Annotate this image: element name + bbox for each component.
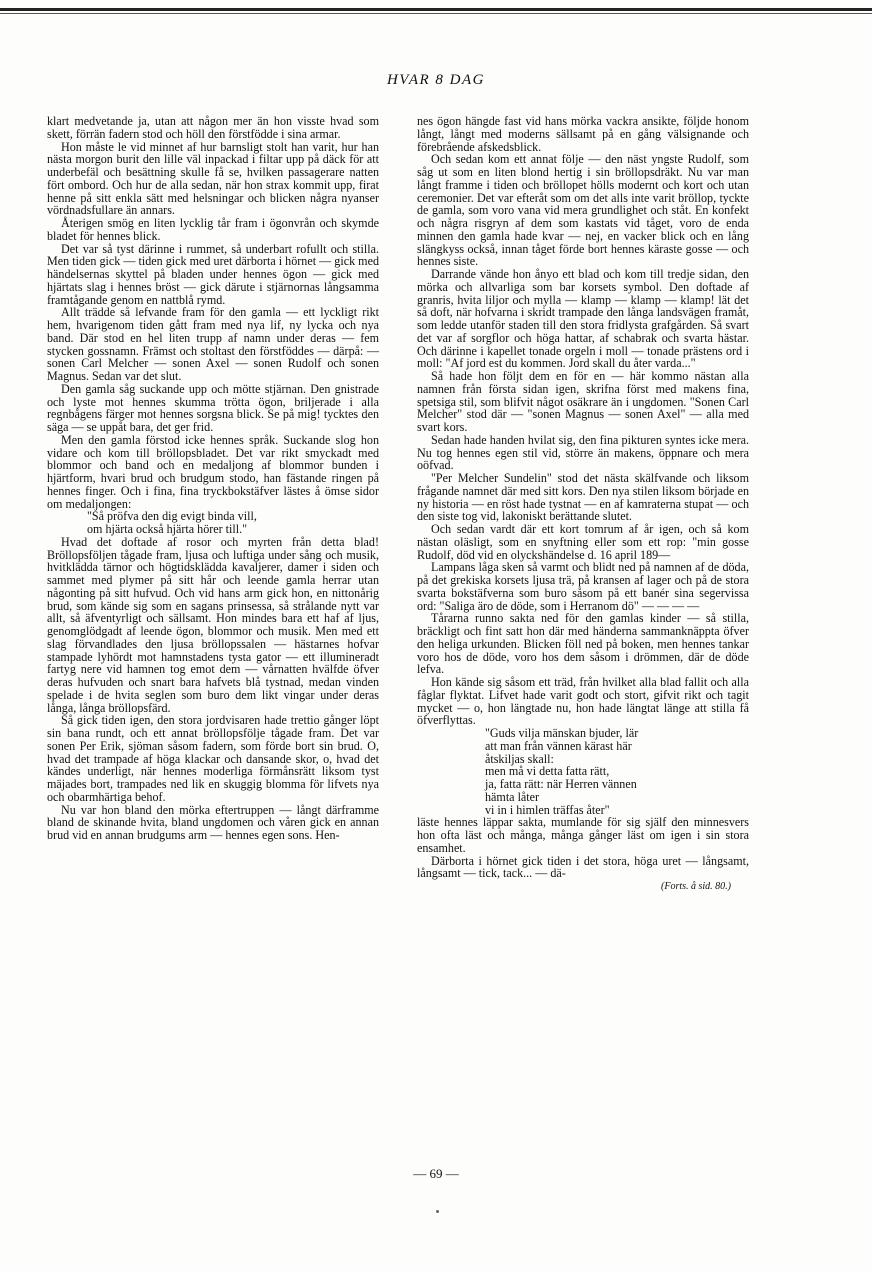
paragraph: Hon måste le vid minnet af hur barnsligt stolt han varit, hur han nästa morgon burit den lille väl inpackad i filtar upp på däck för att underbefäl och besättning skulle få se, hvilken passagerare natten fört ombord. Och hur de alla sedan, när hon strax kommit upp, firat henne på sitt enkla sätt med helsningar och blicken några nyanser vördnadsfullare än annars. bbox=[47, 139, 379, 218]
page-number: — 69 — bbox=[413, 1166, 459, 1181]
paragraph: Därborta i hörnet gick tiden i det stora, höga uret — långsamt, långsamt — tick, tack... — dä- bbox=[417, 853, 749, 881]
top-rule-thin bbox=[0, 13, 872, 14]
verse-line: att man från vännen kärast här bbox=[485, 738, 632, 753]
paragraph: "Per Melcher Sundelin" stod det nästa skälfvande och liksom frågande namnet där med sitt kors. Den nya stilen liksom började en ny historia — en röst hade tystnat — en af kamraterna stupat — och den siste tog vid, lakoniskt berättande slutet. bbox=[417, 471, 749, 524]
verse-line: "Så pröfva den dig evigt binda vill, bbox=[87, 509, 257, 524]
verse-line: åtskiljas skall: bbox=[485, 751, 554, 766]
verse-line: om hjärta också hjärta hörer till." bbox=[87, 522, 248, 536]
paragraph: Sedan hade handen hvilat sig, den fina pikturen syntes icke mera. Nu tog hennes egen stil vid, större än makens, öppnare och mera oöfvad. bbox=[417, 432, 749, 473]
paragraph: Den gamla såg suckande upp och mötte stjärnan. Den gnistrade och lyste mot hennes skumma trötta ögon, briljerade i alla regnbågens färger mot hennes sorgsna blick. Se på mig! tycktes den säga — se uppåt bara, det ger frid. bbox=[47, 381, 379, 434]
running-title: HVAR 8 DAG bbox=[386, 72, 486, 88]
paragraph: Men den gamla förstod icke hennes språk. Suckande slog hon vidare och kom till bröllopsbladet. Det var rikt smyckadt med blommor och band och en medaljong af blommor bunden i hjärtform, hvari brud och brudgum stodo, han fästande ringen på hennes finger. Och i fina, fina tryckbokstäfver lästes å ömse sidor om medaljongen: bbox=[47, 432, 379, 511]
paragraph: Återigen smög en liten lycklig tår fram i ögonvrån och skymde bladet för hennes blick. bbox=[47, 216, 379, 243]
verse-line: "Guds vilja mänskan bjuder, lär bbox=[485, 726, 639, 740]
paragraph: Lampans låga sken så varmt och blidt ned på namnen af de döda, på det grekiska korsets ljusa trä, på kransen af lager och på de stora svarta bokstäfverna som buro såsom på ett banér sina segervissa ord: "Saliga äro de döde, som i Herranom dö" — — — — bbox=[417, 560, 749, 613]
medallion-verse bbox=[47, 510, 379, 536]
top-rule bbox=[0, 8, 872, 11]
verse-line: men må vi detta fatta rätt, bbox=[485, 764, 610, 779]
paragraph: Tårarna runno sakta ned för den gamlas kinder — så stilla, bräckligt och fint satt hon där med händerna sammanknäppta öfver den heliga urkunden. Blicken föll ned på boken, men hennes tankar voro hos de döde, voro hos dem såsom i drömmen, där de döde lefva. bbox=[417, 611, 749, 677]
verse-line: ja, fatta rätt: när Herren vännen bbox=[485, 777, 637, 791]
paragraph: klart medvetande ja, utan att någon mer än hon visste hvad som skett, förrän fadern stod och höll den förstfödde i sina armar. bbox=[47, 114, 379, 141]
paragraph: Så hade hon följt dem en för en — här kommo nästan alla namnen från första sidan igen, skrifna först med makens fina, spetsiga stil, som blifvit något osäkrare än i ungdomen. "Sonen Carl Melcher" stod där — "sonen Magnus — sonen Axel" — alla med svart kors. bbox=[417, 369, 749, 434]
paragraph: Allt trädde så lefvande fram för den gamla — ett lyckligt rikt hem, hvarigenom tiden gått fram med nya lif, ny lycka och nya band. Där stod en hel liten trupp af namn under deras — fem stycken gossnamn. Främst och stoltast den förstföddes — därpå: — sonen Carl Melcher — sonen Axel — sonen Rudolf och sonen Magnus. Sedan var det slut. bbox=[47, 305, 379, 383]
paragraph: Nu var hon bland den mörka eftertruppen — långt därframme bland de skinande hvita, bland ungdomen och våren gick en annan brud vid en annan brudgums arm — hennes egen sons. Hen- bbox=[47, 802, 379, 842]
paragraph: Och sedan kom ett annat följe — den näst yngste Rudolf, som såg ut som en liten blond hertig i sin bröllopsdräkt. Nu var man långt framme i tiden och bröllopet hölls modernt och kort och utan ceremonier. Det var efteråt som om det alls inte varit bröllop, tyckte de gamla, som voro vana vid mera grundlighet och ståt. En konfekt och några risgryn af dem som kastats vid tåget, voro de enda minnen den gamla hade kvar — nej, en vacker blick och en lång slängkyss också, innan tåget förde bort hennes käraste gosse — och hennes siste. bbox=[417, 152, 749, 269]
left-column bbox=[47, 115, 379, 842]
right-column bbox=[417, 115, 749, 894]
continuation-note: (Forts. å sid. 80.) bbox=[661, 881, 731, 892]
paragraph: läste hennes läppar sakta, mumlande för sig själf den minnesvers hon ofta läst och många, många gånger läst om igen i sin stora ensamhet. bbox=[417, 815, 749, 855]
verse-line: hämta låter bbox=[485, 789, 540, 804]
verse-line: vi in i himlen träffas åter" bbox=[485, 802, 610, 817]
paragraph: Och sedan vardt där ett kort tomrum af år igen, och så kom nästan oläsligt, som en snyftning eller som ett rop: "min gosse Rudolf, död vid en olyckshändelse d. 16 april 189— bbox=[417, 522, 749, 562]
paragraph: Det var så tyst därinne i rummet, så underbart rofullt och stilla. Men tiden gick — tiden gick med uret därborta i hörnet — gick med händelsernas skyttel på bladen under hennes ögon — gick med hjärtats slag i hennes bröst — gick därute i stjärnornas långsamma framtågande genom en nattblå rymd. bbox=[47, 241, 379, 307]
paragraph: Darrande vände hon ånyo ett blad och kom till tredje sidan, den mörka och allvarliga som bar korsets symbol. Den doftade af granris, hvita liljor och mylla — klamp — klamp — klamp! lät det så doft, när hofvarna i skridt trampade den långa landsvägen framåt, som ledde utanför staden till den stora fridlysta grafgården. Så svart det var af sorgflor och höga hattar, af schabrak och svarta hästar. Och därinne i kapellet tonade orgeln i moll — tonade prästens ord i moll: "Af jord est du kommen. Jord skall du åter varda..." bbox=[417, 267, 749, 371]
paragraph: Hvad det doftade af rosor och myrten från detta blad! Bröllopsföljen tågade fram, ljusa och luftiga under sång och musik, hvitklädda tärnor och högtidsklädda kavaljerer, damer i siden och sammet med plymer på sitt hår och leende gamla herrar utan någonting på sitt hufvud. Och vid hans arm gick hon, en nittonårig brud, som kände sig som en sagans prinsessa, så strålande nytt var allt, så äfventyrligt och sällsamt. Hon mindes bara ett haf af ljus, genomglödgadt af leende ögon, blommor och musik. Men med ett slag förvandlades den ljusa bröllopssalen — hästarnes hofvar stampade lyhördt mot hamnstadens tysta gator — ett illumineradt fartyg nere vid hamnen tog emot dem — vårnatten hvälfde öfver deras hufvuden och snart bara hafvets blå tystnad, medan vinden spelade i de hvita seglen som buro dem likt vingar under deras långa, långa bröllopsfärd. bbox=[47, 534, 379, 715]
paragraph: nes ögon hängde fast vid hans mörka vackra ansikte, följde honom långt, långt med moderns sällsamt på en gång välsignande och förebrående afskedsblick. bbox=[417, 114, 749, 154]
hymn-verse bbox=[417, 727, 749, 816]
paragraph: Hon kände sig såsom ett träd, från hvilket alla blad fallit och alla fåglar flyktat. Lifvet hade varit godt och stort, gifvit rikt och tagit mycket — o, hon längtade nu, hon hade längtat länge att stilla få öfverflyttas. bbox=[417, 675, 749, 728]
paragraph: Så gick tiden igen, den stora jordvisaren hade trettio gånger löpt sin bana rundt, och ett annat bröllopsfölje tågade fram. Det var sonen Per Erik, sjöman såsom fadern, som förde bort sin brud. O, hvad det trampade af höga klackar och dansande skor, o, hvad det kändes underligt, när hennes moderliga förmånsrätt liksom tyst mäjades bort, trampades ned lik en skuggig blomma för lifvets nya och obarmhärtiga behof. bbox=[47, 713, 379, 804]
print-speck bbox=[436, 1210, 439, 1213]
